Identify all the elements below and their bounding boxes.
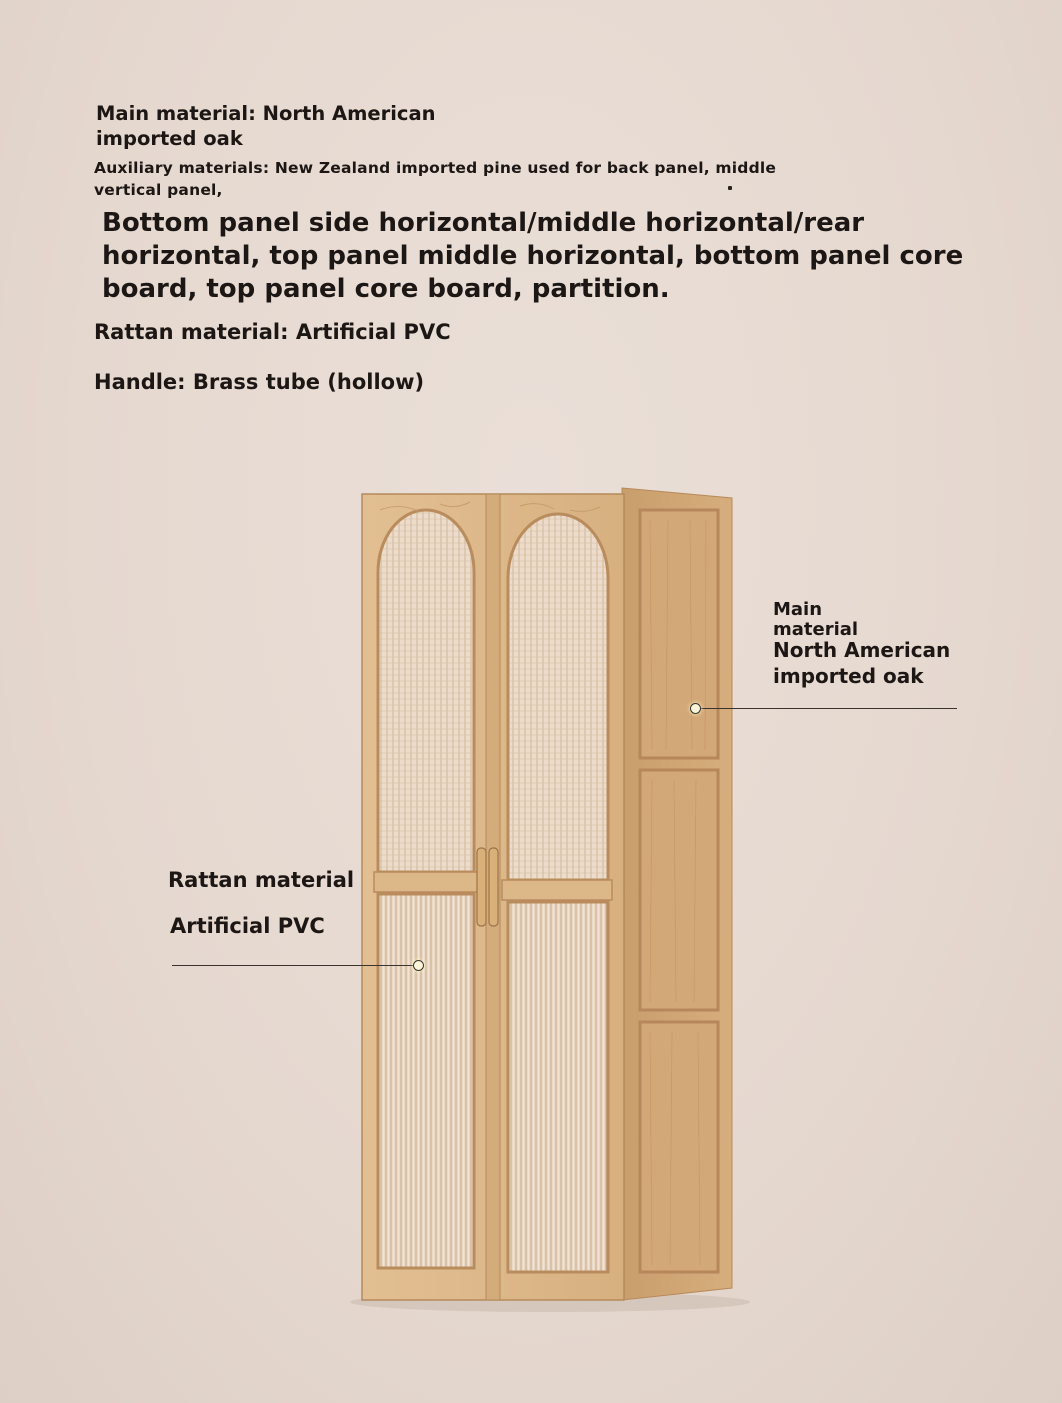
callout-main-line-2: material: [773, 619, 859, 640]
callout-left-marker: [413, 960, 424, 971]
right-door-lower-panel: [508, 902, 608, 1272]
main-material-line-1: Main material: North American: [96, 102, 436, 125]
callout-main-material: [773, 598, 950, 688]
stray-mark: [728, 186, 732, 190]
handle-text: Handle: Brass tube (hollow): [94, 370, 425, 394]
rattan-material-text: Rattan material: Artificial PVC: [94, 320, 451, 344]
left-door: [374, 510, 478, 1268]
left-door-rail: [374, 872, 478, 892]
callout-main-line-1: Main: [773, 599, 823, 620]
callout-right-marker: [690, 703, 701, 714]
main-material-line-2: imported oak: [96, 127, 243, 150]
wardrobe-image: [350, 480, 750, 1320]
auxiliary-materials-text: [94, 157, 776, 201]
callout-main-line-4: imported oak: [773, 664, 924, 688]
callout-rattan-line-1: Rattan material: [168, 868, 355, 892]
left-door-lower-panel: [378, 894, 474, 1268]
right-door-rail: [502, 880, 612, 900]
panel-parts-text: [102, 207, 963, 306]
main-material-text: [96, 101, 436, 151]
auxiliary-line-2: vertical panel,: [94, 181, 223, 199]
right-door-arch-upper: [508, 514, 608, 880]
handle-right: [489, 848, 498, 926]
panel-parts-line-3: board, top panel core board, partition.: [102, 274, 670, 304]
left-door-arch-upper: [378, 510, 474, 872]
handle-left: [477, 848, 486, 926]
callout-main-line-3: North American: [773, 638, 951, 662]
right-door: [502, 514, 612, 1272]
panel-parts-line-1: Bottom panel side horizontal/middle horizontal/rear: [102, 208, 865, 238]
panel-parts-line-2: horizontal, top panel middle horizontal, bottom panel core: [102, 241, 964, 271]
callout-left-leader-line: [172, 965, 414, 966]
callout-rattan-line-2: Artificial PVC: [170, 914, 325, 938]
callout-right-leader-line: [700, 708, 957, 709]
auxiliary-line-1: Auxiliary materials: New Zealand imported pine used for back panel, middle: [94, 159, 777, 177]
